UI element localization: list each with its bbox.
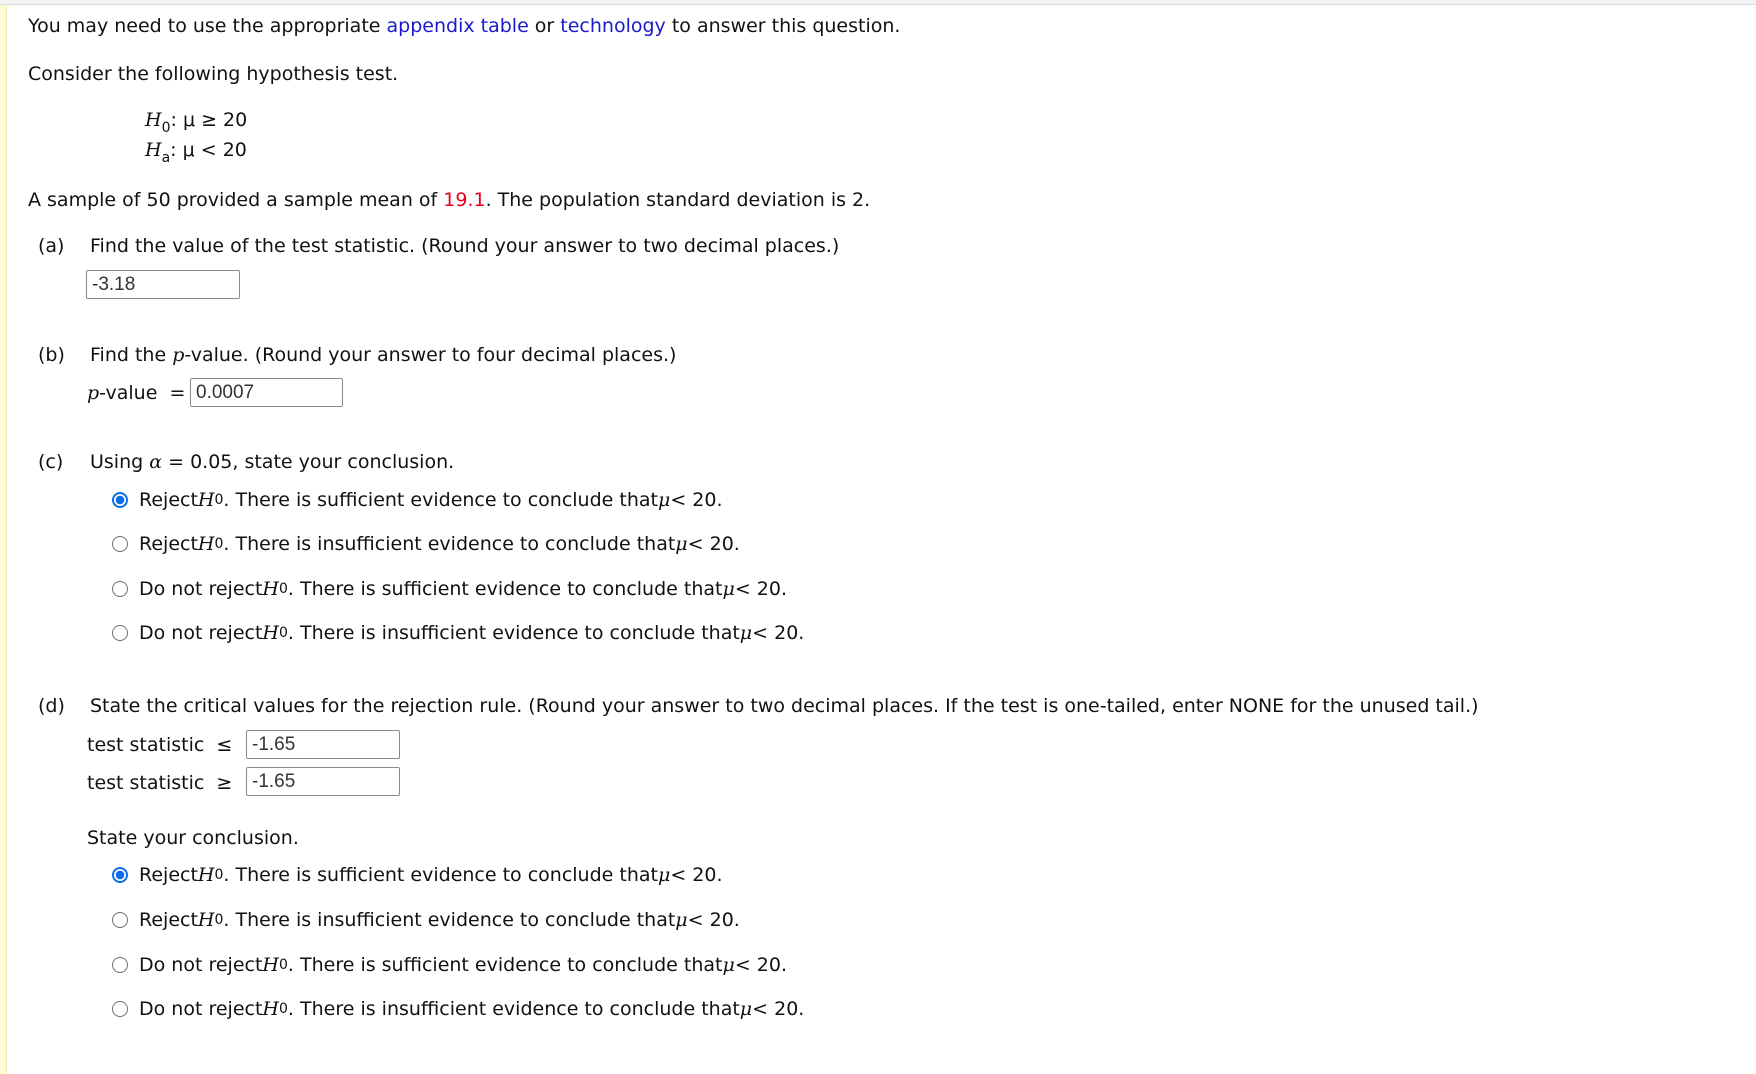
radio-selected-icon[interactable] [112, 867, 128, 883]
appendix-table-link[interactable]: appendix table [386, 15, 529, 37]
left-margin-strip [0, 5, 7, 1074]
radio-unselected-icon[interactable] [112, 957, 128, 973]
part-c-prompt: (c) Using α = 0.05, state your conclusion. [38, 451, 455, 473]
null-hypothesis: $H_0$: μ ≥ 20 [145, 109, 248, 136]
upper-critical-value-input[interactable]: -1.65 [246, 767, 400, 796]
intro-text: You may need to use the appropriate appendix table or technology to answer this question. [28, 15, 901, 37]
part-d-option-1[interactable]: Reject H 0 . There is sufficient evidence to conclude that μ < 20. [112, 863, 723, 887]
radio-unselected-icon[interactable] [112, 625, 128, 641]
top-border [0, 0, 1756, 5]
technology-link[interactable]: technology [560, 15, 666, 37]
p-value-input[interactable]: 0.0007 [190, 378, 343, 407]
radio-unselected-icon[interactable] [112, 581, 128, 597]
part-a-prompt: (a) Find the value of the test statistic. (Round your answer to two decimal places.) [38, 235, 840, 257]
part-d-prompt: (d) State the critical values for the rejection rule. (Round your answer to two decimal places. If the test is one-tailed, enter NONE for the unused tail.) [38, 695, 1479, 717]
part-c-option-1[interactable]: Reject H 0 . There is sufficient evidence to conclude that μ < 20. [112, 488, 723, 512]
part-d-option-4[interactable]: Do not reject H 0 . There is insufficient evidence to conclude that μ < 20. [112, 997, 804, 1021]
radio-unselected-icon[interactable] [112, 912, 128, 928]
sample-mean-value: 19.1 [443, 189, 486, 211]
upper-critical-label: test statistic ≥ [87, 772, 233, 794]
lower-critical-value-input[interactable]: -1.65 [246, 730, 400, 759]
part-c-option-2[interactable]: Reject H 0 . There is insufficient evidence to conclude that μ < 20. [112, 532, 740, 556]
lower-critical-label: test statistic ≤ [87, 734, 233, 756]
part-d-option-3[interactable]: Do not reject H 0 . There is sufficient evidence to conclude that μ < 20. [112, 953, 787, 977]
radio-unselected-icon[interactable] [112, 1001, 128, 1017]
part-c-option-4[interactable]: Do not reject H 0 . There is insufficient evidence to conclude that μ < 20. [112, 621, 804, 645]
test-statistic-input[interactable]: -3.18 [86, 270, 240, 299]
part-b-prompt: (b) Find the p-value. (Round your answer to four decimal places.) [38, 344, 677, 366]
radio-unselected-icon[interactable] [112, 536, 128, 552]
alternative-hypothesis: $H_a$: μ < 20 [145, 139, 247, 166]
part-c-option-3[interactable]: Do not reject H 0 . There is sufficient evidence to conclude that μ < 20. [112, 577, 787, 601]
conclusion-prompt: State your conclusion. [87, 827, 299, 849]
p-value-label: p-value = [87, 382, 186, 404]
consider-text: Consider the following hypothesis test. [28, 63, 399, 85]
sample-text: A sample of 50 provided a sample mean of 19.1. The population standard deviation is 2. [28, 189, 871, 211]
part-d-option-2[interactable]: Reject H 0 . There is insufficient evidence to conclude that μ < 20. [112, 908, 740, 932]
radio-selected-icon[interactable] [112, 492, 128, 508]
